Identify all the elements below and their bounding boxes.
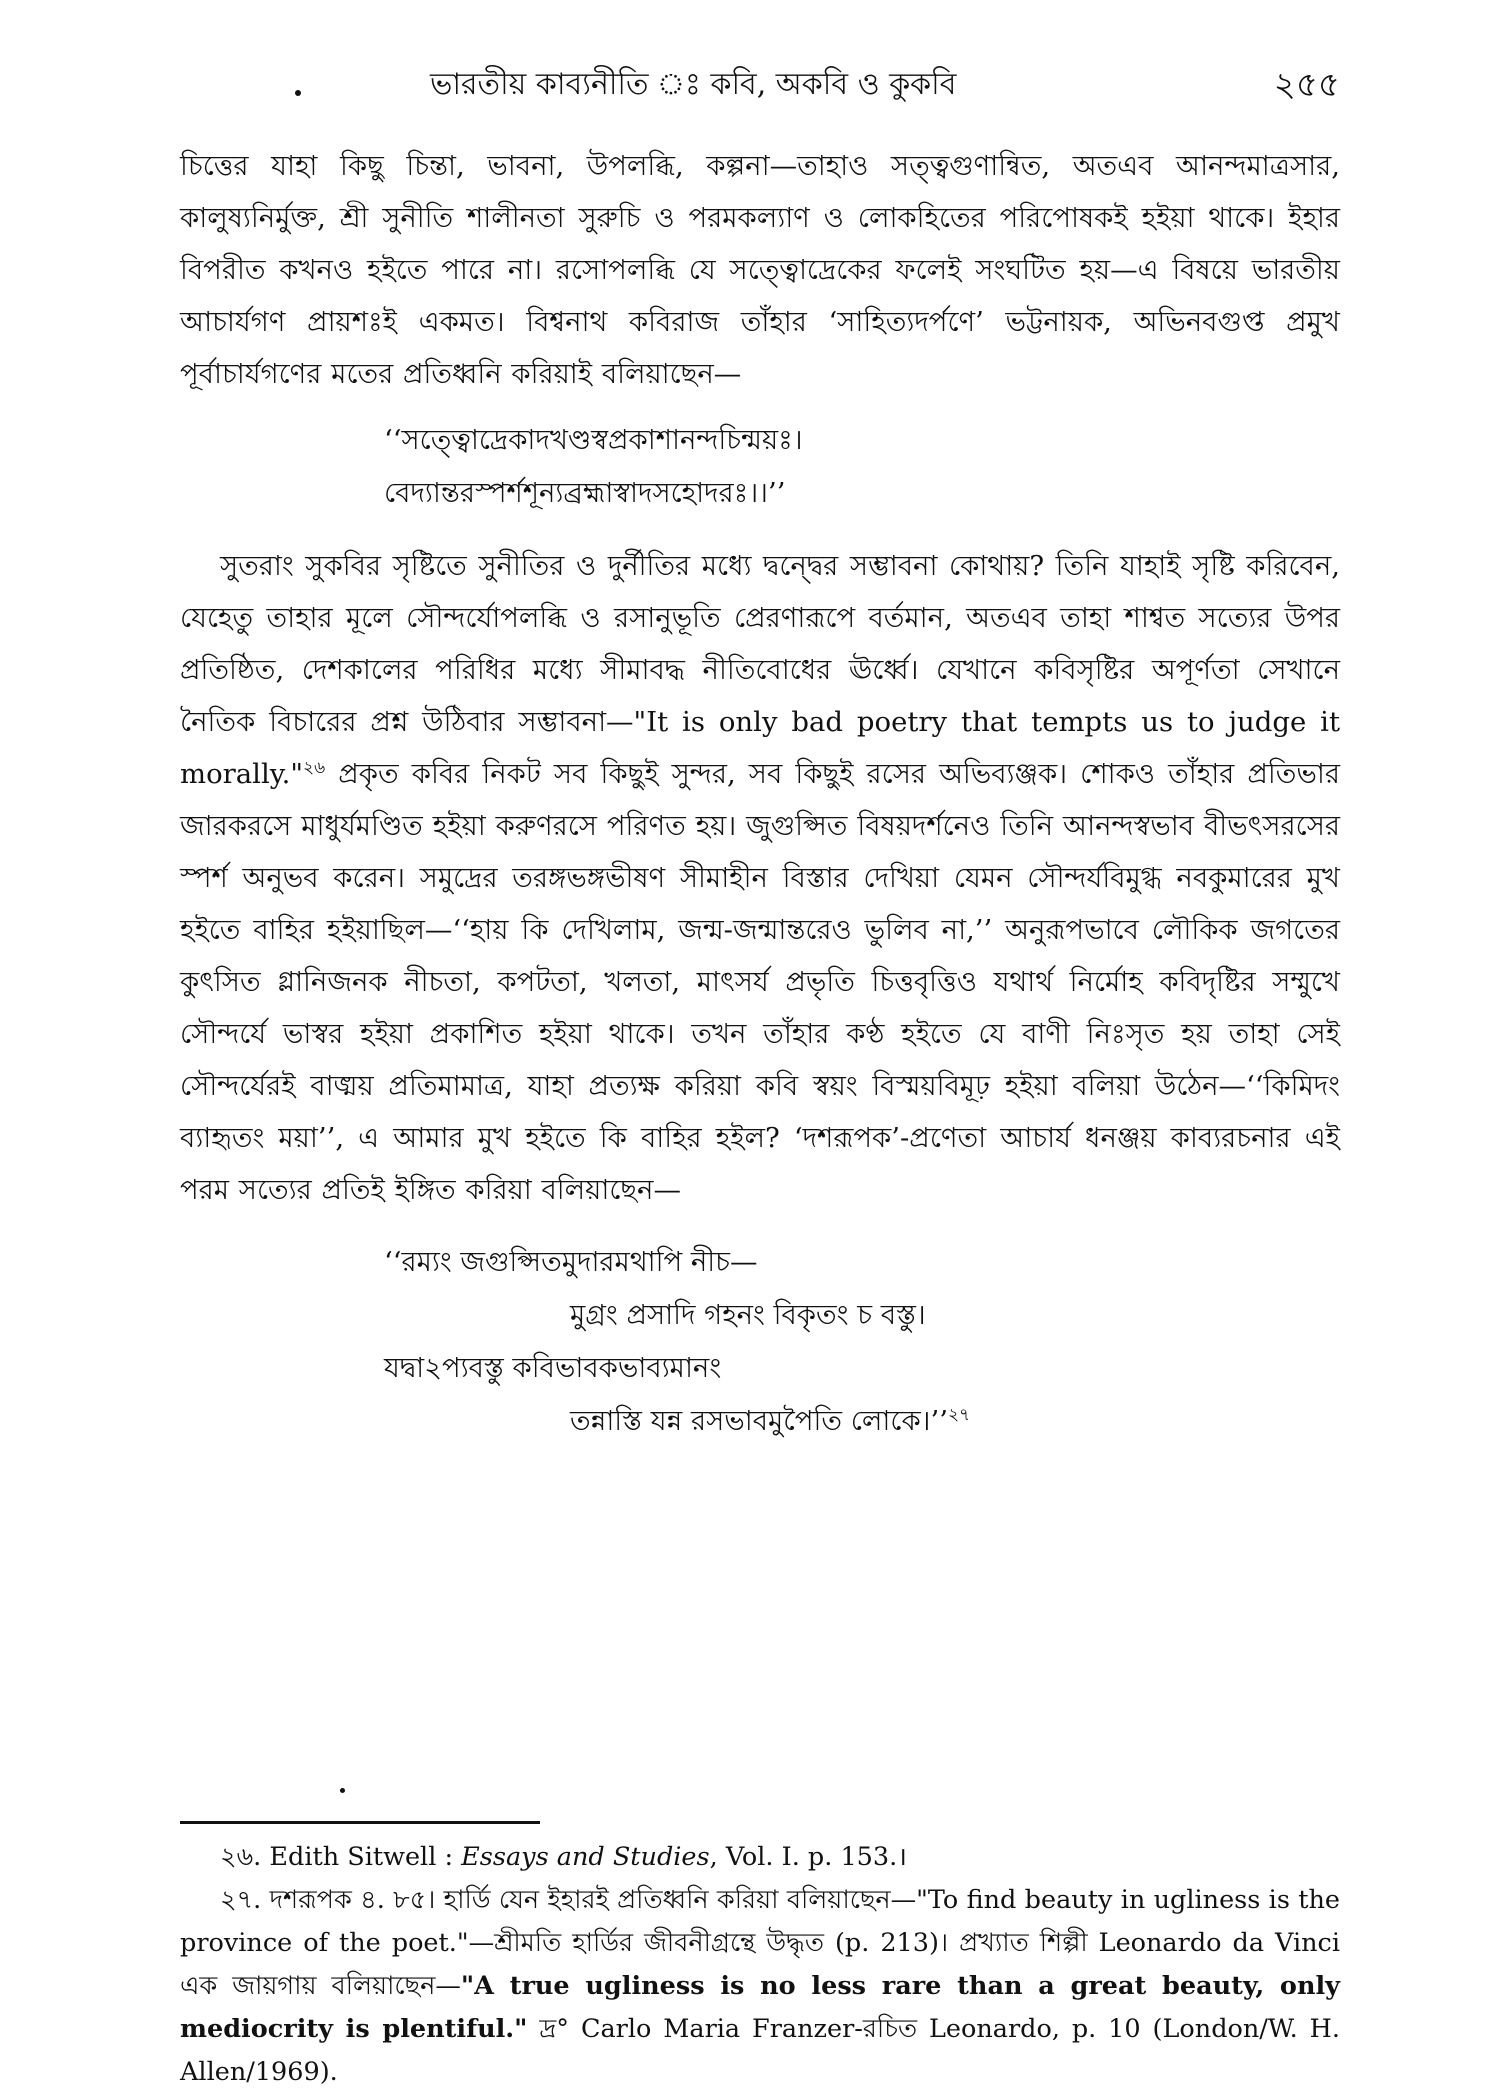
footnote-26: [180, 1836, 1340, 1879]
footnote-divider: [180, 1821, 540, 1824]
footnote-27-number: ২৭.: [220, 1885, 262, 1915]
verse-2-line-3: যদ্বা২প্যবস্তু কবিভাবকভাব্যমানং: [384, 1352, 722, 1384]
body-text: [180, 140, 1340, 1448]
footnote-26-title: Essays and Studies: [461, 1842, 710, 1872]
paragraph-2-continuation: প্রকৃত কবির নিকট সব কিছুই সুন্দর, সব কিছুই রসের অভিব্যঞ্জক। শোকও তাঁহার প্রতিভার জারকরসে মাধুর্যমণ্ডিত হইয়া করুণরসে পরিণত হয়। জুগুপ্সিত বিষয়দর্শনেও তিনি আনন্দস্বভাব বীভৎসরসের স্পর্শ অনুভব করেন। সমুদ্রের তরঙ্গভঙ্গভীষণ সীমাহীন বিস্তার দেখিয়া যেমন সৌন্দর্যবিমুগ্ধ নবকুমারের মুখ হইতে বাহির হইয়াছিল—‘‘হায় কি দেখিলাম, জন্ম-জন্মান্তরেও ভুলিব না,’’ অনুরূপভাবে লৌকিক জগতের কুৎসিত গ্লানিজনক নীচতা, কপটতা, খলতা, মাৎসর্য প্রভৃতি চিত্তবৃত্তিও যথার্থ নির্মোহ কবিদৃষ্টির সম্মুখে সৌন্দর্যে ভাস্বর হইয়া প্রকাশিত হইয়া থাকে। তখন তাঁহার কণ্ঠ হইতে যে বাণী নিঃসৃত হয় তাহা সেই সৌন্দর্যেরই বাঙ্ময় প্রতিমামাত্র, যাহা প্রত্যক্ষ করিয়া কবি স্বয়ং বিস্ময়বিমূঢ় হইয়া বলিয়া উঠেন—‘‘কিমিদং ব্যাহৃতং ময়া’’, এ আমার মুখ হইতে কি বাহির হইল? ‘দশরূপক’-প্রণেতা আচার্য ধনঞ্জয় কাব্যরচনার এই পরম সত্যের প্রতিই ইঙ্গিত করিয়া বলিয়াছেন—: [180, 758, 1340, 1206]
footnote-27-quote: "A true ugliness is no less rare than a great beauty, only mediocrity is plentiful.": [180, 1971, 1340, 2044]
print-speck: [340, 1788, 345, 1793]
footnote-ref-26: ২৬: [303, 757, 326, 778]
verse-quote-1: [180, 414, 1340, 520]
footnote-26-number: ২৬.: [220, 1842, 262, 1872]
footnote-26-citation: , Vol. I. p. 153.।: [709, 1842, 907, 1872]
page-header: [180, 62, 1340, 112]
verse-2-line-4: [180, 1395, 1340, 1448]
paragraph-1: চিত্তের যাহা কিছু চিন্তা, ভাবনা, উপলব্ধি, কল্পনা—তাহাও সত্ত্বগুণান্বিত, অতএব আনন্দমাত্রসার, কালুষ্যনির্মুক্ত, শ্রী সুনীতি শালীনতা সুরুচি ও পরমকল্যাণ ও লোকহিতের পরিপোষকই হইয়া থাকে। ইহার বিপরীত কখনও হইতে পারে না। রসোপলব্ধি যে সত্ত্বোদ্রেকের ফলেই সংঘটিত হয়—এ বিষয়ে ভারতীয় আচার্যগণ প্রায়শঃই একমত। বিশ্বনাথ কবিরাজ তাঁহার ‘সাহিত্যদর্পণে’ ভট্টনায়ক, অভিনবগুপ্ত প্রমুখ পূর্বাচার্যগণের মতের প্রতিধ্বনি করিয়াই বলিয়াছেন—: [180, 150, 1340, 390]
page-number: ২৫৫: [1273, 65, 1340, 105]
paragraph-2: [180, 540, 1340, 1216]
verse-2-line-2: মুগ্রং প্রসাদি গহনং বিকৃতং চ বস্তু।: [570, 1299, 926, 1331]
footnote-27-text: দশরূপক ৪. ৮৫। হার্ডি যেন ইহারই প্রতিধ্বনি করিয়া বলিয়াছেন—"To find beauty in ugliness is the province of the poet."—শ্রীমতি হার্ডির জীবনীগ্রন্থে উদ্ধৃত (p. 213)। প্রখ্যাত শিল্পী Leonardo da Vinci এক জায়গায় বলিয়াছেন—: [180, 1885, 1341, 2001]
verse-1-line-2: বেদ্যান্তরস্পর্শশূন্যব্রহ্মাস্বাদসহোদরঃ।।’’: [384, 477, 786, 509]
footnote-ref-27: ২৭: [948, 1404, 971, 1425]
verse-quote-2: [180, 1236, 1340, 1448]
running-title: ভারতীয় কাব্যনীতি ঃ কবি, অকবি ও কুকবি: [430, 67, 957, 102]
paragraph-2-text: সুতরাং সুকবির সৃষ্টিতে সুনীতির ও দুর্নীতির মধ্যে দ্বন্দ্বের সম্ভাবনা কোথায়? তিনি যাহাই সৃষ্টি করিবেন, যেহেতু তাহার মূলে সৌন্দর্যোপলব্ধি ও রসানুভূতি প্রেরণারূপে বর্তমান, অতএব তাহা শাশ্বত সত্যের উপর প্রতিষ্ঠিত, দেশকালের পরিধির মধ্যে সীমাবদ্ধ নীতিবোধের ঊর্ধ্বে। যেখানে কবিসৃষ্টির অপূর্ণতা সেখানে নৈতিক বিচারের প্রশ্ন উঠিবার সম্ভাবনা—"It is only bad poetry that tempts us to judge it morally.": [180, 550, 1340, 790]
footnote-27-source: দ্র° Carlo Maria Franzer-রচিত Leonardo, p. 10 (London/W. H. Allen/1969).: [180, 2014, 1340, 2087]
footnote-27: [180, 1879, 1340, 2094]
footnote-26-author: Edith Sitwell :: [269, 1842, 454, 1872]
verse-1-line-1: ‘‘সত্ত্বোদ্রেকাদখণ্ডস্বপ্রকাশানন্দচিন্ময়ঃ।: [384, 424, 803, 456]
verse-2-line-4-text: তন্নাস্তি যন্ন রসভাবমুপৈতি লোকে।’’: [570, 1405, 948, 1437]
header-mark: [295, 90, 301, 96]
footnotes: [180, 1836, 1340, 2094]
verse-2-line-1: ‘‘রম্যং জগুপ্সিতমুদারমথাপি নীচ—: [384, 1246, 758, 1278]
